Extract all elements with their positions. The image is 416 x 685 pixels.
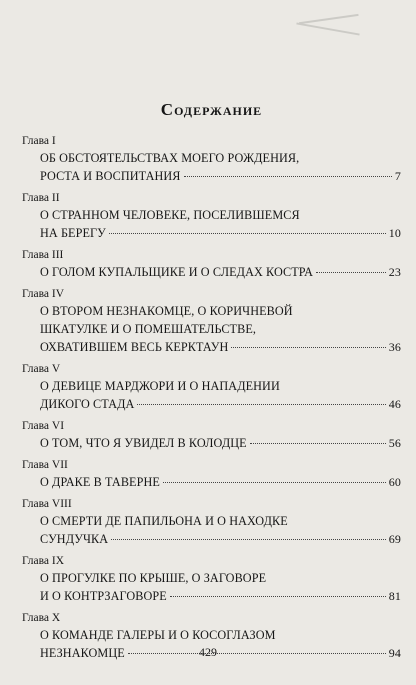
chapter-title-line: НЕЗНАКОМЦЕ (40, 646, 125, 660)
toc-entry (22, 419, 401, 452)
page-reference: 46 (388, 397, 401, 411)
chapter-title-last-line (40, 434, 401, 452)
toc-entry (22, 497, 401, 548)
contents-page (22, 100, 401, 668)
chapter-title (40, 473, 401, 491)
chapter-title-line: О СТРАННОМ ЧЕЛОВЕКЕ, ПОСЕЛИВШЕМСЯ (40, 208, 300, 222)
dot-leader (163, 482, 386, 483)
dot-leader (137, 404, 385, 405)
chapter-label: Глава II (22, 192, 60, 204)
chapter-title-line: О ДЕВИЦЕ МАРДЖОРИ И О НАПАДЕНИИ (40, 379, 280, 393)
page-reference: 69 (388, 532, 401, 546)
chapter-title (40, 512, 401, 548)
chapter-label: Глава X (22, 612, 61, 624)
chapter-label: Глава I (22, 135, 56, 147)
toc-entry (22, 458, 401, 491)
chapter-title (40, 434, 401, 452)
chapter-title-line: О ТОМ, ЧТО Я УВИДЕЛ В КОЛОДЦЕ (40, 436, 247, 450)
page-reference: 10 (388, 226, 401, 240)
chapter-title-last-line (40, 167, 401, 185)
chapter-label: Глава III (22, 249, 64, 261)
chapter-label: Глава VII (22, 459, 68, 471)
chapter-title (40, 263, 401, 281)
chapter-title-line: ОБ ОБСТОЯТЕЛЬСТВАХ МОЕГО РОЖДЕНИЯ, (40, 151, 300, 165)
chapter-title-last-line (40, 224, 401, 242)
chapter-title-line: СУНДУЧКА (40, 532, 109, 546)
page-reference: 23 (388, 265, 401, 279)
dot-leader (250, 443, 386, 444)
page-reference: 81 (388, 589, 401, 603)
page-reference: 36 (388, 340, 401, 354)
bleed-ornament (299, 14, 361, 42)
bleed-ornament (296, 22, 359, 35)
chapter-title-line: О ВТОРОМ НЕЗНАКОМЦЕ, О КОРИЧНЕВОЙ (40, 304, 293, 318)
chapter-title-line: О КОМАНДЕ ГАЛЕРЫ И О КОСОГЛАЗОМ (40, 628, 276, 642)
toc-entry (22, 134, 401, 185)
page-reference: 56 (388, 436, 401, 450)
chapter-title (40, 206, 401, 242)
chapter-title-last-line (40, 395, 401, 413)
dot-leader (184, 176, 392, 177)
chapter-title-last-line (40, 530, 401, 548)
chapter-title (40, 302, 401, 356)
dot-leader (109, 233, 386, 234)
chapter-title-last-line (40, 473, 401, 491)
chapter-label: Глава IV (22, 288, 65, 300)
chapter-title-line: НА БЕРЕГУ (40, 226, 106, 240)
chapter-title-line: О ДРАКЕ В ТАВЕРНЕ (40, 475, 160, 489)
page-reference: 60 (388, 475, 401, 489)
dot-leader (111, 539, 386, 540)
page-reference: 7 (394, 169, 401, 183)
dot-leader (170, 596, 386, 597)
chapter-label: Глава IX (22, 555, 65, 567)
chapter-title-last-line (40, 587, 401, 605)
page-number: 429 (199, 645, 217, 659)
chapter-title-line: ШКАТУЛКЕ И О ПОМЕШАТЕЛЬСТВЕ, (40, 322, 257, 336)
chapter-title (40, 377, 401, 413)
chapter-title-line: ДИКОГО СТАДА (40, 397, 135, 411)
toc-entry (22, 248, 401, 281)
chapter-title (40, 149, 401, 185)
chapter-title-line: О СМЕРТИ ДЕ ПАПИЛЬОНА И О НАХОДКЕ (40, 514, 288, 528)
dot-leader (231, 347, 385, 348)
toc-entry (22, 554, 401, 605)
page-reference: 94 (388, 646, 401, 660)
toc-entry (22, 362, 401, 413)
chapter-title-last-line (40, 338, 401, 356)
chapter-title-line: О ПРОГУЛКЕ ПО КРЫШЕ, О ЗАГОВОРЕ (40, 571, 267, 585)
chapter-title-line: РОСТА И ВОСПИТАНИЯ (40, 169, 181, 183)
dot-leader (316, 272, 386, 273)
chapter-title-line: ОХВАТИВШЕМ ВЕСЬ КЕРКТАУН (40, 340, 229, 354)
contents-title: Содержание (160, 100, 263, 119)
chapter-title-last-line (40, 263, 401, 281)
chapter-title-line: О ГОЛОМ КУПАЛЬЩИКЕ И О СЛЕДАХ КОСТРА (40, 265, 313, 279)
toc-entry (22, 191, 401, 242)
chapter-label: Глава V (22, 363, 61, 375)
chapter-label: Глава VI (22, 420, 65, 432)
table-of-contents (22, 134, 401, 662)
chapter-title (40, 569, 401, 605)
toc-entry (22, 287, 401, 356)
chapter-label: Глава VIII (22, 498, 72, 510)
chapter-title-line: И О КОНТРЗАГОВОРЕ (40, 589, 167, 603)
